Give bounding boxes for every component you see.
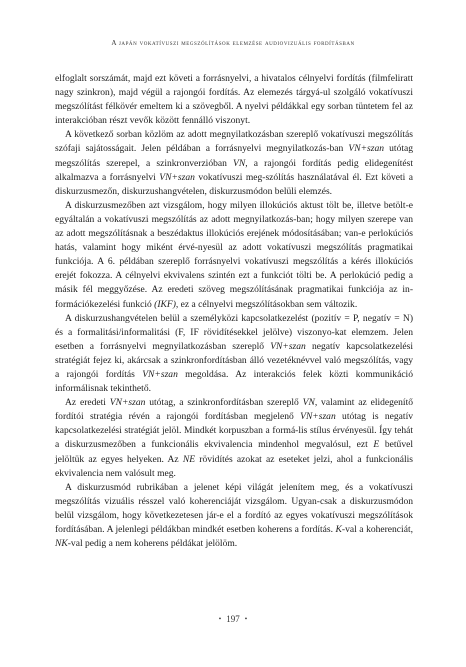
italic-term: VN+szan: [142, 368, 178, 380]
italic-term: VN+szan: [270, 340, 306, 352]
italic-term: VN+szan: [348, 143, 384, 155]
paragraph: A diskurzusmezőben azt vizsgálom, hogy milyen illokúciós aktust tölt be, illetve betölt-e egyáltalán a vokatívuszi megszólítás az adott megnyilatkozás-ban; hogy milyen szerepe van az adott megszólításnak a beszédaktus illokúciós erejének módosításában; van-e perlokúciós hatás, valamint hogy miként érvé-nyesül az adott vokatívuszi megszólítás pragmatikai funkciója. A 6. példában szereplő forrásnyelvi vokatívuszi megszólítás a kérés illokúciós erejét fokozza. A célnyelvi ekvivalens szintén ezt a funkciót tölti be. A perlokúció pedig a másik fél meggyőzése. Az eredeti szöveg megszólításának pragmatikai funkciója az in-formációkezelési funkció (IKF), ez a célnyelvi megszólításokban sem változik.: [55, 199, 413, 310]
paragraph: elfoglalt sorszámát, majd ezt követi a forrásnyelvi, a hivatalos célnyelvi fordítás (filmfeliratt nagy szinkron), majd végül a rajongói fordítás. Az elemezés tárgyá-ul szolgáló vokatívuszi megszólítást félkövér emeltem ki a szövegből. A nyelvi példákkal egy sorban tüntetem fel az interakcióban részt vevők között fennálló viszonyt.: [55, 73, 413, 127]
folio-ornament-left: •: [218, 615, 222, 623]
italic-term: NE: [182, 453, 196, 465]
italic-term: VN+szan: [300, 411, 336, 423]
paragraph: A diskurzusmód rubrikában a jelenet képi világát jelenítem meg, és a vokatívuszi megszólítás vizuális résszel való koherenciáját vizsgálom. Ugyan-csak a diskurzusmódon belül vizsgálom, hogy következetesen jár-e el a fordító az egyes vokatívuszi megszólítások fordításában. A jelenlegi példákban mindkét esetben koherens a fordítás. K-val a koherenciát, NK-val pedig a nem koherens példákat jelölöm.: [55, 481, 413, 550]
italic-term: (IKF): [154, 298, 176, 310]
italic-term: E: [373, 439, 380, 451]
body-text: [55, 72, 413, 551]
italic-term: VN: [302, 397, 315, 409]
running-head: A japán vokatívuszi megszólítások elemzése audiovizuális fordításban: [111, 39, 355, 47]
folio-ornament-right: •: [244, 615, 248, 623]
page-footer: [0, 614, 466, 624]
italic-term: VN: [233, 157, 246, 169]
italic-term: VN+szan: [109, 397, 146, 409]
paragraph: A következő sorban közlöm az adott megnyilatkozásban szereplő vokatívuszi megszólítás szófaji sajátosságait. Jelen példában a forrásnyelvi megnyilatkozás-ban VN+szan utótag megszólítás szerepel, a szinkronverzióban VN, a rajongói fordítás pedig elidegenítést alkalmazva a forrásnyelvi VN+szan vokatívuszi meg-szólítás használatával él. Ezt követi a diskurzusmezőn, diskurzushangvételen, diskurzusmódon belüli elemzés.: [55, 129, 414, 197]
italic-term: VN+szan: [159, 171, 195, 183]
page-number: 197: [226, 614, 240, 624]
italic-term: NK: [55, 538, 68, 550]
paragraph: Az eredeti VN+szan utótag, a szinkronfordításban szereplő VN, valamint az elidegenítő fordítói stratégia révén a rajongói fordításban megjelenő VN+szan utótag is negatív kapcsolatkezelési stratégiát jelöl. Mindkét korpuszban a formá-lis stílus érvényesül. Így tehát a diskurzusmezőben a funkcionális ekvivalencia mindenhol megvalósul, ezt E betűvel jelöltük az egyes helyeken. Az NE rövidítés azokat az eseteket jelzi, ahol a funkcionális ekvivalencia nem valósult meg.: [55, 397, 414, 479]
italic-term: K: [335, 524, 342, 535]
paragraph: A diskurzushangvételen belül a személyközi kapcsolatkezelést (pozitív = P, negatív = N) és a formalitási/informalitási (F, IF rövidítésekkel jelölve) viszonyo-kat elemzem. Jelen esetben a forrásnyelvi megnyilatkozásban szereplő VN+szan negatív kapcsolatkezelési stratégiát fejez ki, akárcsak a szinkronfordításban álló vezetéknévvel való megszólítás, vagy a rajongói fordítás VN+szan megoldása. Az interakciós felek közti kommunikáció informálisnak tekinthető.: [55, 312, 414, 395]
